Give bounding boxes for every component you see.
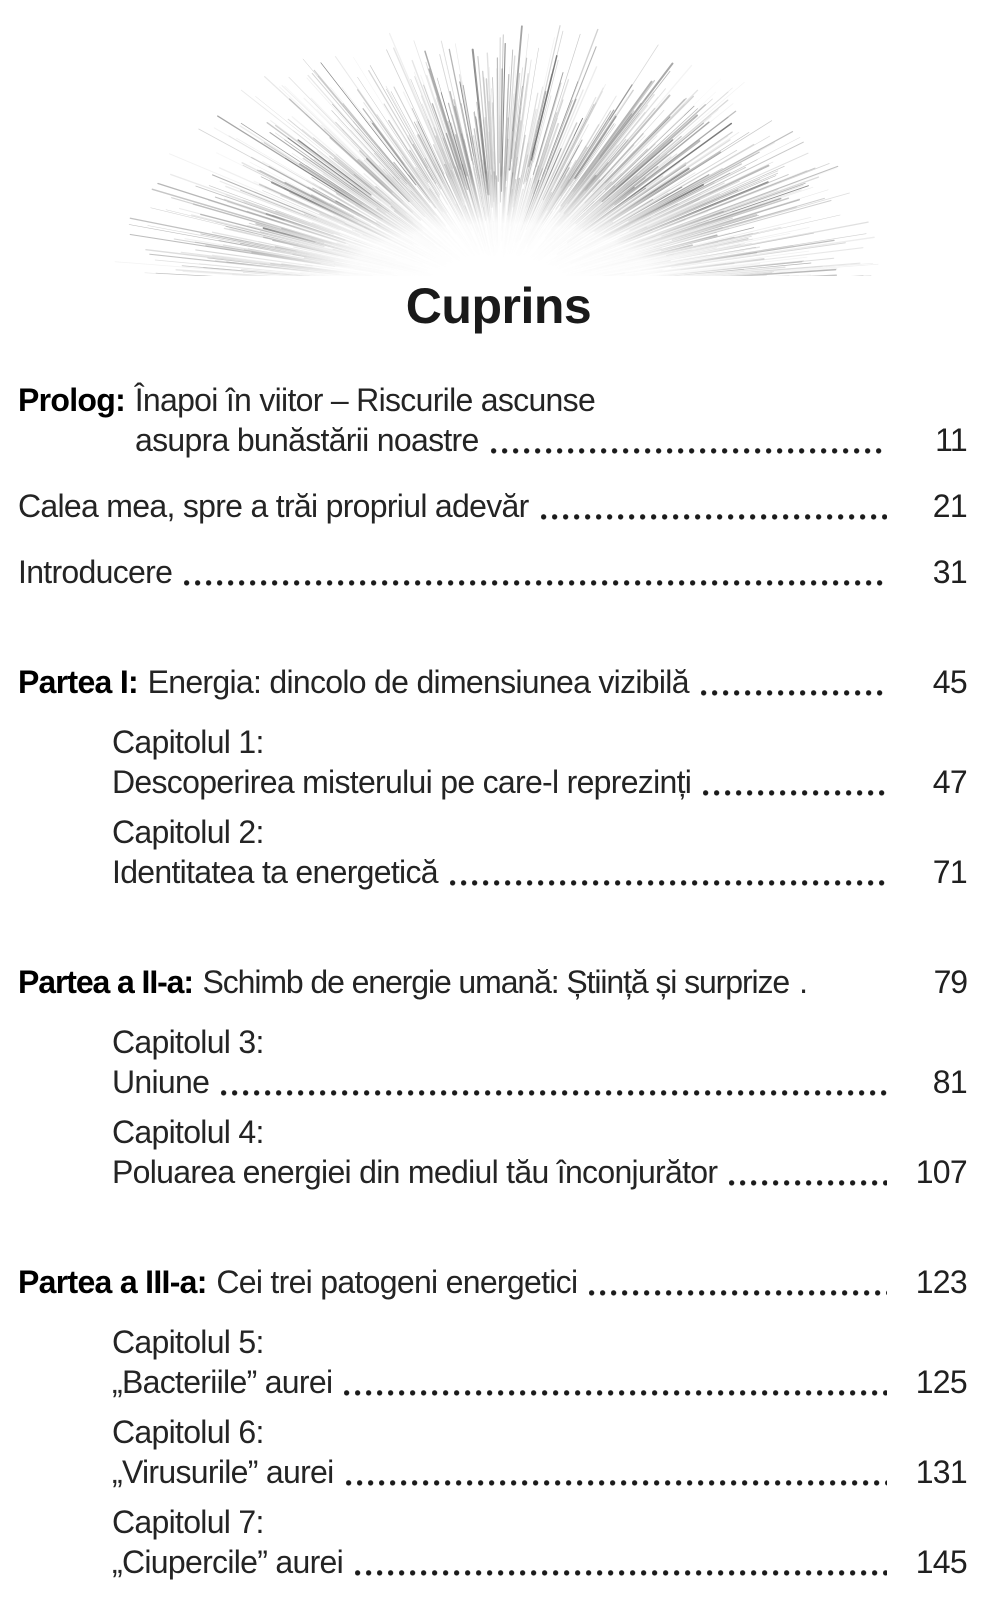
entry-text: Schimb de energie umană: Știință și surprize [203,962,790,1002]
dotted-leader [346,1480,887,1486]
dotted-leader [589,1290,887,1296]
entry-text: Calea mea, spre a trăi propriul adevăr [18,486,529,526]
table-of-contents [0,380,997,1582]
entry-text: Introducere [18,552,172,592]
toc-entry-line [18,420,967,460]
page-number: 145 [895,1542,967,1582]
dotted-leader [344,1390,887,1396]
toc-entry-line [18,1412,967,1452]
toc-entry-line [18,486,967,526]
dotted-leader [729,1180,887,1186]
toc-entry-line [18,722,967,762]
page-number: 123 [895,1262,967,1302]
entry-text: Înapoi în viitor – Riscurile ascunse [135,380,595,420]
dotted-leader [491,448,887,454]
entry-text: Cei trei patogeni energetici [216,1262,577,1302]
toc-entry-line [18,1262,967,1302]
toc-entry-line [18,380,967,420]
part-label: Partea a III-a: [18,1262,207,1302]
toc-entry-line [18,852,967,892]
entry-text: Identitatea ta energetică [112,852,438,892]
entry-text: „Bacteriile” aurei [112,1362,332,1402]
toc-entry-line [18,962,967,1002]
page-number: 31 [895,552,967,592]
dotted-leader [701,690,887,696]
toc-entry-line [18,1362,967,1402]
chapter-label: Capitolul 4: [112,1112,264,1152]
entry-text: Descoperirea misterului pe care-l reprezinți [112,762,691,802]
part-label: Partea a II-a: [18,962,193,1002]
sunburst-rays-image [59,20,939,276]
dotted-leader [355,1570,887,1576]
toc-entry-line [18,1322,967,1362]
toc-entry-line [18,662,967,702]
dotted-leader [450,880,887,886]
page-number: 125 [895,1362,967,1402]
dotted-leader [221,1090,887,1096]
dotted-leader [184,580,887,586]
chapter-label: Capitolul 7: [112,1502,264,1542]
toc-entry-line [18,1152,967,1192]
page-number: 21 [895,486,967,526]
toc-page [0,20,997,1620]
chapter-label: Capitolul 2: [112,812,264,852]
toc-entry-line [18,1452,967,1492]
entry-text: „Virusurile” aurei [112,1452,334,1492]
entry-text: „Ciupercile” aurei [112,1542,343,1582]
page-number: 47 [895,762,967,802]
page-title: Cuprins [0,278,997,334]
page-number: 79 [895,962,967,1002]
single-dot-leader: . [799,962,887,1002]
toc-entry-line [18,1022,967,1062]
page-number: 71 [895,852,967,892]
toc-entry-line [18,1502,967,1542]
page-number: 131 [895,1452,967,1492]
chapter-label: Capitolul 1: [112,722,264,762]
entry-text: Energia: dincolo de dimensiunea vizibilă [148,662,689,702]
chapter-label: Capitolul 5: [112,1322,264,1362]
page-number: 107 [895,1152,967,1192]
page-number: 45 [895,662,967,702]
entry-text: asupra bunăstării noastre [135,420,479,460]
page-number: 81 [895,1062,967,1102]
entry-text: Uniune [112,1062,209,1102]
chapter-label: Capitolul 6: [112,1412,264,1452]
toc-entry-line [18,552,967,592]
chapter-label: Capitolul 3: [112,1022,264,1062]
page-number: 11 [895,420,967,460]
dotted-leader [541,514,887,520]
toc-entry-line [18,762,967,802]
toc-entry-line [18,1542,967,1582]
toc-entry-line [18,1062,967,1102]
toc-entry-line [18,812,967,852]
dotted-leader [703,790,887,796]
sunburst-decoration [59,20,939,276]
entry-text: Poluarea energiei din mediul tău înconjurător [112,1152,717,1192]
part-label: Partea I: [18,662,138,702]
toc-entry-line [18,1112,967,1152]
part-label: Prolog: [18,380,125,420]
